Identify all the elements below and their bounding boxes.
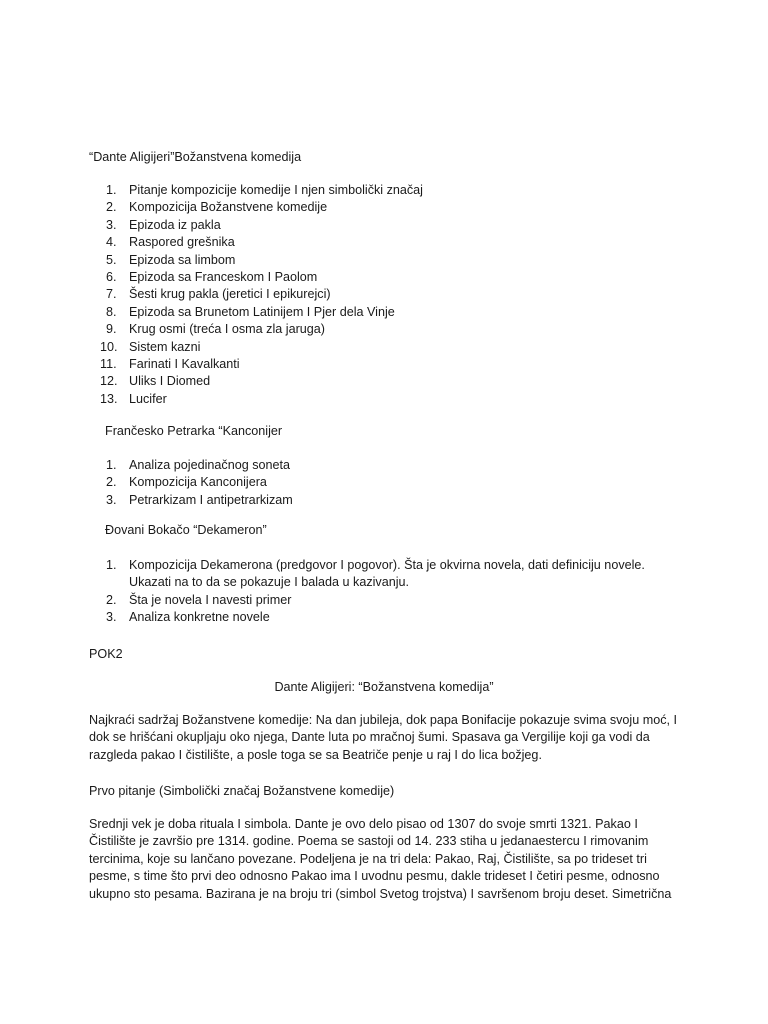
body-paragraph: Srednji vek je doba rituala I simbola. Dante je ovo delo pisao od 1307 do svoje smrti 1321. Pakao I Čistilište je završio pre 1314. godine. Poema se sastoji od 14. 233 stiha u jedanaestercu I rimovanim tercinima, koje su lančano povezane. Podeljena je na tri dela: Pakao, Raj, Čistilište, sa po trideset tri pesme, s time što prvi deo odnosno Pakao ima I uvodnu pesmu, dakle trideset I četiri pesme, odnosno ukupno sto pesama. Bazirana je na broju tri (simbol Svetog trojstva) I savršenom broju deset. Simetrična xyxy=(89,817,672,901)
list-item: 3. Analiza konkretne novele xyxy=(106,610,270,625)
list-item: 9. Krug osmi (treća I osma zla jaruga) xyxy=(106,322,325,337)
list-dante xyxy=(89,182,689,408)
heading-bokaco: Đovani Bokačo “Dekameron” xyxy=(105,523,267,537)
list-item: 1. Analiza pojedinačnog soneta xyxy=(106,458,291,472)
centered-title: Dante Aligijeri: “Božanstvena komedija” xyxy=(274,680,494,694)
list-item: 3. Petrarkizam I antipetrarkizam xyxy=(106,492,293,507)
heading-dante: “Dante Aligijeri”Božanstvena komedija xyxy=(89,150,302,164)
list-item: 4. Raspored grešnika xyxy=(106,235,235,250)
list-item: 13. Lucifer xyxy=(100,391,167,406)
list-item: 1. Kompozicija Dekamerona (predgovor I pogovor). Šta je okvirna novela, dati definiciju novele. Ukazati na to da se pokazuje I balada u kazivanju. xyxy=(106,558,645,590)
list-item: 3. Epizoda iz pakla xyxy=(106,217,221,232)
list-bokaco xyxy=(89,557,669,627)
section-heading: Prvo pitanje (Simbolički značaj Božanstvene komedije) xyxy=(89,784,395,798)
list-petrarka xyxy=(89,457,689,509)
list-item: 7. Šesti krug pakla (jeretici I epikurejci) xyxy=(106,287,331,302)
list-item: 6. Epizoda sa Franceskom I Paolom xyxy=(106,270,318,285)
list-item: 1. Pitanje kompozicije komedije I njen simbolički značaj xyxy=(106,183,423,197)
list-item: 10. Sistem kazni xyxy=(100,339,201,354)
heading-petrarka: Frančesko Petrarka “Kanconijer xyxy=(105,424,283,438)
summary-paragraph: Najkraći sadržaj Božanstvene komedije: Na dan jubileja, dok papa Bonifacije pokazuje svima svoju moć, I dok se hrišćani okupljaju oko njega, Dante luta po mračnoj šumi. Spasava ga Vergilije koji ga vodi da razgleda pakao I čistilište, a posle toga se sa Beatriče penje u raj I do lica božjeg. xyxy=(89,713,678,762)
list-item: 11. Farinati I Kavalkanti xyxy=(100,357,240,372)
list-item: 12. Uliks I Diomed xyxy=(100,374,211,389)
list-item: 2. Kompozicija Kanconijera xyxy=(106,475,267,490)
list-item: 2. Šta je novela I navesti primer xyxy=(106,592,292,607)
list-item: 5. Epizoda sa limbom xyxy=(106,252,236,267)
section-label-pok2: POK2 xyxy=(89,647,123,661)
list-item: 8. Epizoda sa Brunetom Latinijem I Pjer dela Vinje xyxy=(106,304,395,319)
list-item: 2. Kompozicija Božanstvene komedije xyxy=(106,200,328,215)
